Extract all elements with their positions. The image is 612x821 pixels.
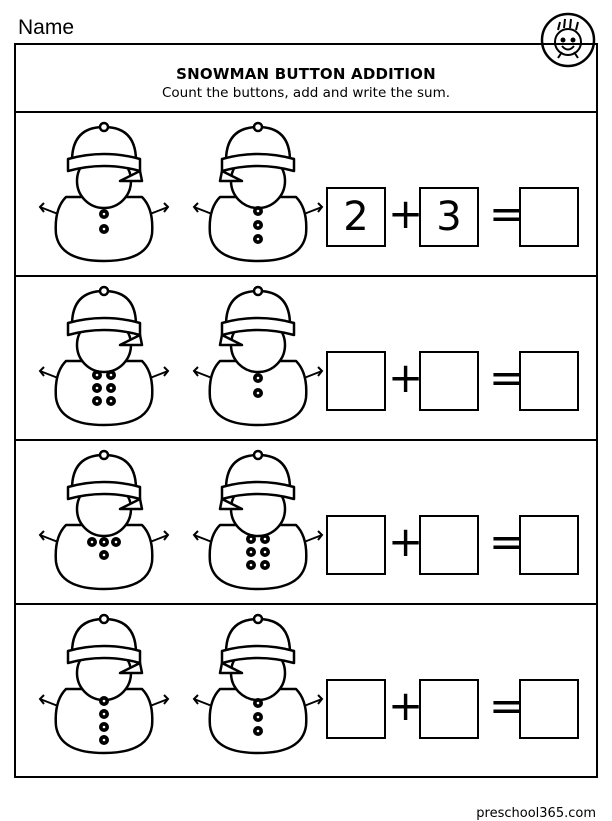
snowman-left-icon (34, 447, 174, 597)
plus-sign: + (388, 189, 424, 238)
worksheet-frame (14, 43, 598, 821)
snowman-left-icon (34, 119, 174, 269)
sum-box[interactable] (519, 679, 579, 739)
snowman-right-icon (188, 611, 328, 761)
worksheet-title: SNOWMAN BUTTON ADDITION (176, 65, 436, 83)
snowman-right-icon (188, 119, 328, 269)
left-count-box[interactable] (326, 679, 386, 739)
sum-box[interactable] (519, 515, 579, 575)
equals-sign: = (489, 189, 525, 238)
right-count-box[interactable]: 3 (419, 187, 479, 247)
plus-sign: + (388, 517, 424, 566)
sum-box[interactable] (519, 187, 579, 247)
right-count-box[interactable] (419, 351, 479, 411)
left-count-box[interactable] (326, 515, 386, 575)
left-count-box[interactable]: 2 (326, 187, 386, 247)
snowman-left-vertical-icon (34, 611, 174, 761)
name-label: Name (18, 16, 75, 39)
equals-sign: = (489, 681, 525, 730)
problem-row (16, 605, 596, 769)
equals-sign: = (489, 517, 525, 566)
plus-sign: + (388, 353, 424, 402)
footer-url[interactable]: preschool365.com (476, 806, 596, 821)
right-count-box[interactable] (419, 679, 479, 739)
worksheet-header (16, 45, 596, 113)
sum-box[interactable] (519, 351, 579, 411)
snowman-right-icon (188, 283, 328, 433)
snowman-right-icon (188, 447, 328, 597)
worksheet-instructions: Count the buttons, add and write the sum. (161, 85, 451, 101)
left-count-box[interactable] (326, 351, 386, 411)
problem-row (16, 441, 596, 605)
problem-row (16, 113, 596, 277)
equals-sign: = (489, 353, 525, 402)
problem-row (16, 277, 596, 441)
right-count-box[interactable] (419, 515, 479, 575)
plus-sign: + (388, 681, 424, 730)
snowman-left-icon (34, 283, 174, 433)
